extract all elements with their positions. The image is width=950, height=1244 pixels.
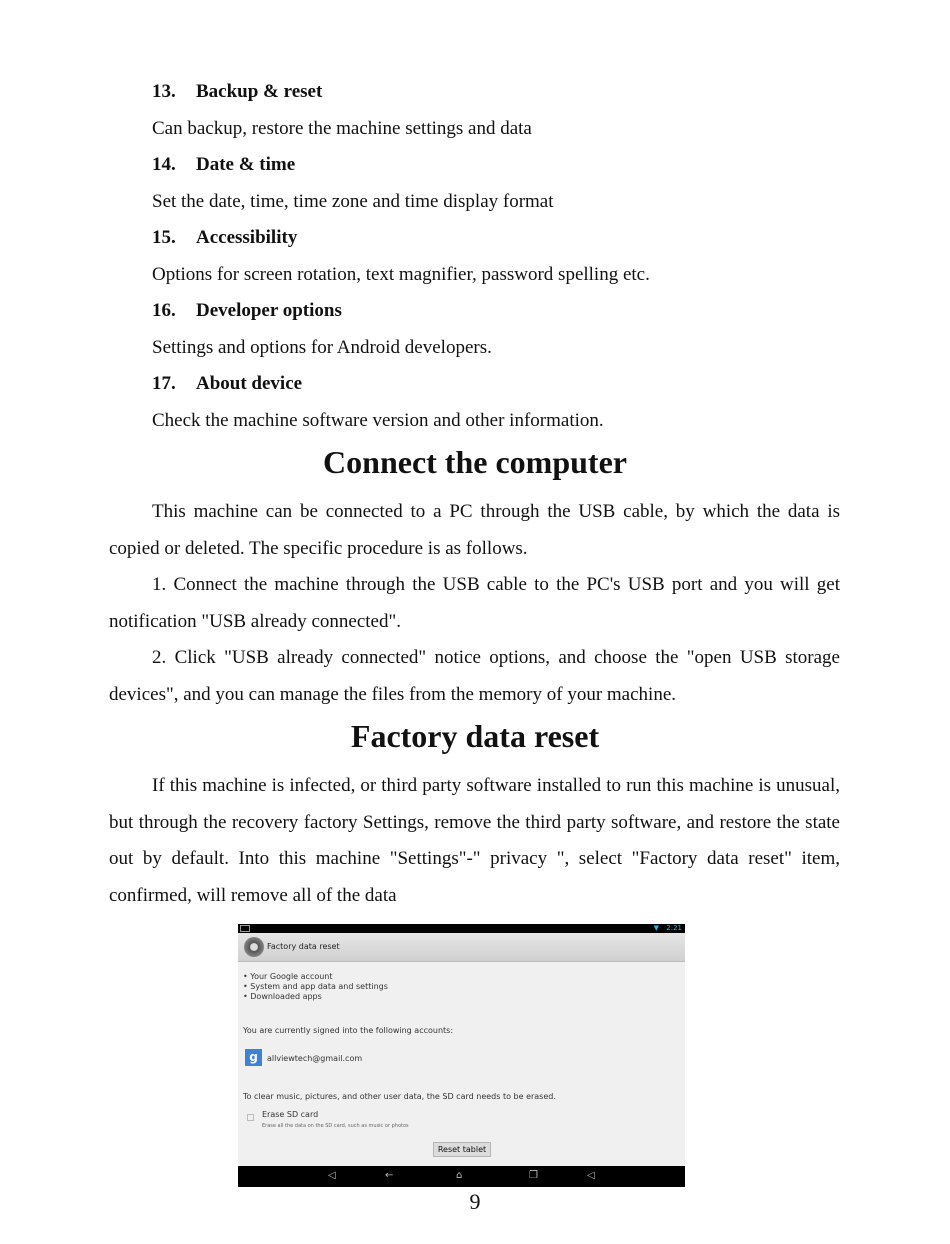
signed-in-text: You are currently signed into the following accounts: xyxy=(243,1026,454,1035)
volume-up-icon[interactable]: ◁ xyxy=(587,1170,595,1181)
erase-sd-checkbox[interactable] xyxy=(247,1114,254,1121)
wifi-icon: ▼ xyxy=(653,924,659,932)
action-bar xyxy=(238,933,685,962)
page-number: 9 xyxy=(469,1189,481,1214)
settings-gear-icon[interactable] xyxy=(244,937,264,957)
account-email: allviewtech@gmail.com xyxy=(267,1054,363,1063)
back-icon[interactable]: ← xyxy=(385,1170,394,1181)
erase-sd-description: Erase all the data on the SD card, such as music or photos xyxy=(262,1123,409,1129)
status-time: 2:21 xyxy=(666,924,682,932)
erase-sd-label: Erase SD card xyxy=(262,1110,319,1119)
item-17-description: Check the machine software version and other information. xyxy=(152,410,604,431)
item-13-description: Can backup, restore the machine settings and data xyxy=(152,118,532,139)
item-15-description: Options for screen rotation, text magnifier, password spelling etc. xyxy=(152,264,650,285)
volume-down-icon[interactable]: ◁ xyxy=(328,1170,336,1181)
bullet-downloaded-apps: • Downloaded apps xyxy=(243,992,322,1001)
factory-reset-screenshot xyxy=(238,924,685,1187)
bullet-google-account: • Your Google account xyxy=(243,972,333,981)
reset-tablet-button[interactable]: Reset tablet xyxy=(433,1142,491,1157)
item-13-heading: 13. Backup & reset xyxy=(152,81,323,102)
item-16-description: Settings and options for Android developers. xyxy=(152,337,492,358)
sd-card-text: To clear music, pictures, and other user data, the SD card needs to be erased. xyxy=(243,1092,556,1101)
item-16-heading: 16. Developer options xyxy=(152,300,342,321)
recent-apps-icon[interactable]: ❐ xyxy=(529,1170,538,1181)
item-14-heading: 14. Date & time xyxy=(152,154,296,175)
google-account-icon: g xyxy=(245,1049,262,1066)
item-14-description: Set the date, time, time zone and time display format xyxy=(152,191,554,212)
screen-title: Factory data reset xyxy=(267,942,340,951)
home-icon[interactable]: ⌂ xyxy=(456,1170,463,1181)
connect-section-title: Connect the computer xyxy=(323,444,627,480)
item-17-heading: 17. About device xyxy=(152,373,303,394)
connect-paragraph-2: 1. Connect the machine through the USB cable to the PC's USB port and you will get notification "USB already connected". xyxy=(109,574,840,632)
item-15-heading: 15. Accessibility xyxy=(152,227,298,248)
connect-paragraph-1: This machine can be connected to a PC through the USB cable, by which the data is copied or deleted. The specific procedure is as follows. xyxy=(109,501,840,559)
factory-paragraph: If this machine is infected, or third party software installed to run this machine is unusual, but through the recovery factory Settings, remove the third party software, and restore the state out by default. Into this machine "Settings"-" privacy ", select "Factory data reset" item, confirmed, will remove all of the data xyxy=(109,775,840,906)
navigation-bar xyxy=(238,1166,685,1187)
connect-paragraph-3: 2. Click "USB already connected" notice options, and choose the "open USB storage devices", and you can manage the files from the memory of your machine. xyxy=(109,647,840,705)
bullet-system-data: • System and app data and settings xyxy=(243,982,388,991)
factory-section-title: Factory data reset xyxy=(350,718,600,754)
status-bar xyxy=(238,924,685,933)
notification-icon xyxy=(240,925,250,932)
